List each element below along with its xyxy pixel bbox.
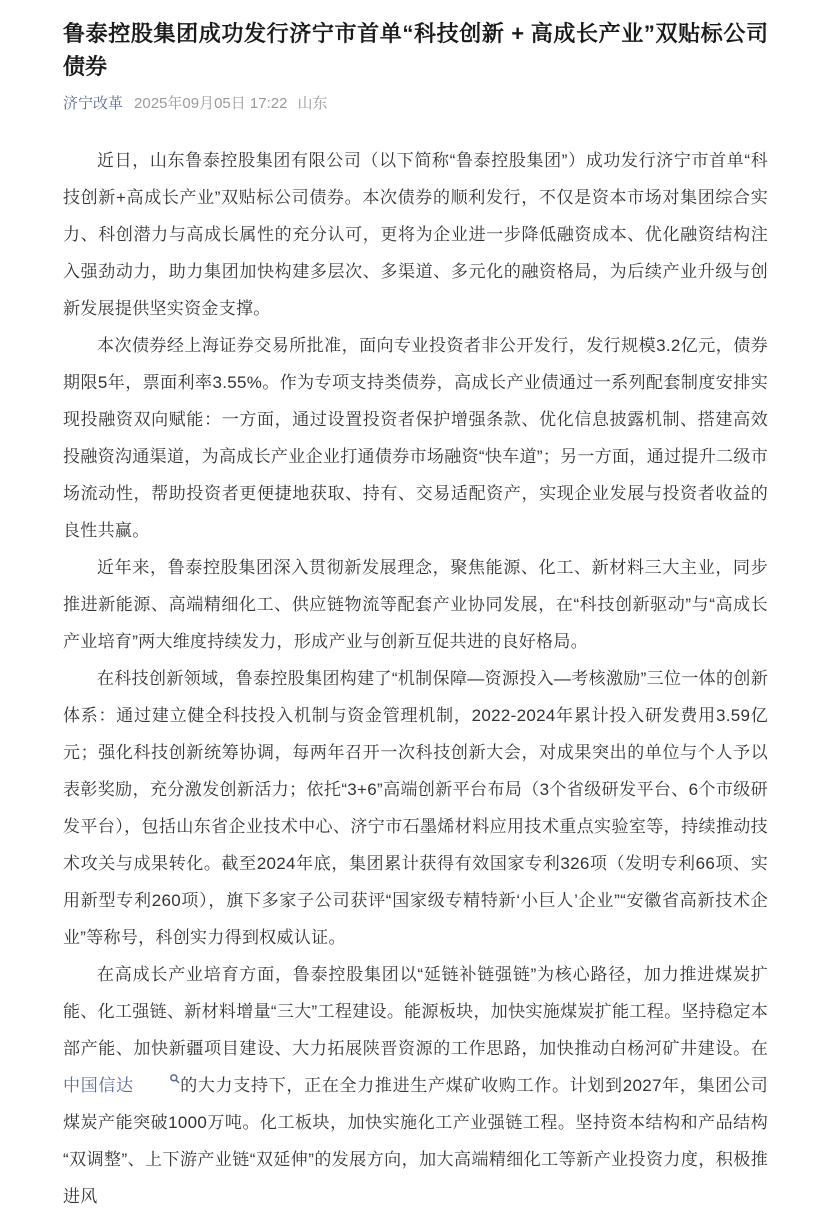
article-title: 鲁泰控股集团成功发行济宁市首单“科技创新 + 高成长产业”双贴标公司债券 bbox=[63, 21, 768, 79]
paragraph-1: 近日，山东鲁泰控股集团有限公司（以下简称“鲁泰控股集团”）成功发行济宁市首单“科技创新+高成长产业”双贴标公司债券。本次债券的顺利发行，不仅是资本市场对集团综合实力、科创潜力与高成长属性的充分认可，更将为企业进一步降低融资成本、优化融资结构注入强劲动力，助力集团加快构建多层次、多渠道、多元化的融资格局，为后续产业升级与创新发展提供坚实资金支撑。 bbox=[63, 151, 768, 318]
byline bbox=[63, 93, 768, 114]
publish-datetime: 2025年09月05日 17:22 bbox=[134, 95, 288, 112]
article-body bbox=[63, 142, 768, 1215]
paragraph-5-text-after-link: 的大力支持下，正在全力推进生产煤矿收购工作。计划到2027年，集团公司煤炭产能突破1000万吨。化工板块，加快实施化工产业强链工程。坚持资本结构和产品结构“双调整”、上下游产业链“双延伸”的发展方向，加大高端精细化工等新产业投资力度，积极推进风 bbox=[63, 1076, 768, 1206]
entity-link-china-cinda[interactable]: 中国信达 bbox=[63, 1076, 134, 1095]
paragraph-3: 近年来，鲁泰控股集团深入贯彻新发展理念，聚焦能源、化工、新材料三大主业，同步推进新能源、高端精细化工、供应链物流等配套产业协同发展，在“科技创新驱动”与“高成长产业培育”两大维度持续发力，形成产业与创新互促共进的良好格局。 bbox=[63, 558, 768, 651]
publish-region: 山东 bbox=[297, 95, 328, 112]
search-icon[interactable] bbox=[135, 1073, 180, 1084]
paragraph-4: 在科技创新领域，鲁泰控股集团构建了“机制保障—资源投入—考核激励”三位一体的创新体系：通过建立健全科技投入机制与资金管理机制，2022-2024年累计投入研发费用3.59亿元；强化科技创新统筹协调，每两年召开一次科技创新大会，对成果突出的单位与个人予以表彰奖励，充分激发创新活力；依托“3+6”高端创新平台布局（3个省级研发平台、6个市级研发平台），包括山东省企业技术中心、济宁市石墨烯材料应用技术重点实验室等，持续推动技术攻关与成果转化。截至2024年底，集团累计获得有效国家专利326项（发明专利66项、实用新型专利260项），旗下多家子公司获评“国家级专精特新‘小巨人’企业”“安徽省高新技术企业”等称号，科创实力得到权威认证。 bbox=[63, 669, 768, 947]
paragraph-2: 本次债券经上海证券交易所批准，面向专业投资者非公开发行，发行规模3.2亿元，债券期限5年，票面利率3.55%。作为专项支持类债券，高成长产业债通过一系列配套制度安排实现投融资双向赋能：一方面，通过设置投资者保护增强条款、优化信息披露机制、搭建高效投融资沟通渠道，为高成长产业企业打通债券市场融资“快车道”；另一方面，通过提升二级市场流动性，帮助投资者更便捷地获取、持有、交易适配资产，实现企业发展与投资者收益的良性共赢。 bbox=[63, 336, 768, 540]
paragraph-5-text-before-link: 在高成长产业培育方面，鲁泰控股集团以“延链补链强链”为核心路径，加力推进煤炭扩能、化工强链、新材料增量“三大”工程建设。能源板块，加快实施煤炭扩能工程。坚持稳定本部产能、加快新疆项目建设、大力拓展陕晋资源的工作思路，加快推动白杨河矿井建设。在 bbox=[63, 965, 768, 1058]
account-name-link[interactable]: 济宁改革 bbox=[63, 95, 124, 112]
paragraph-5 bbox=[63, 956, 768, 1215]
